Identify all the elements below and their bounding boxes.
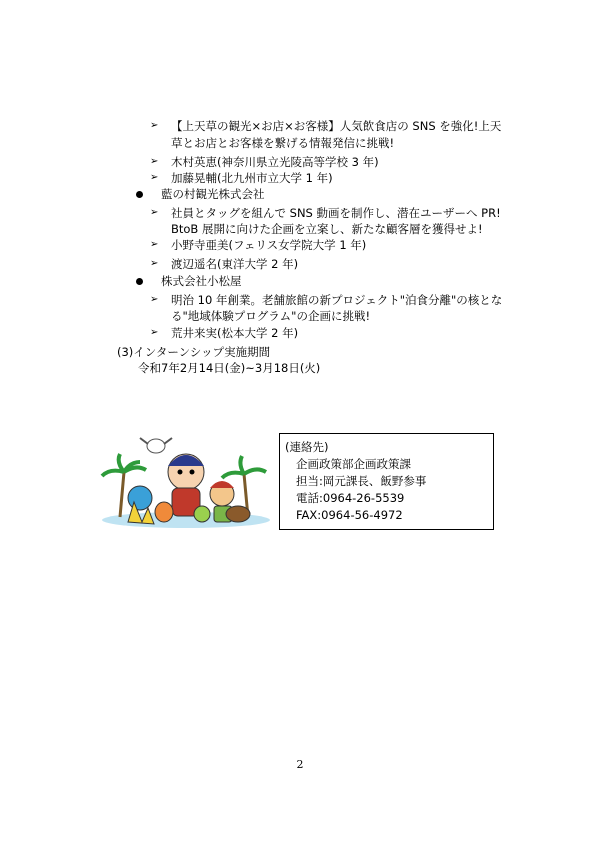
- contact-staff: 担当:岡元課長、飯野参事: [296, 474, 427, 488]
- section-heading: (3)インターンシップ実施期間: [117, 345, 271, 359]
- arrow-bullet-icon: ➢: [150, 207, 159, 218]
- internship-period: 令和7年2月14日(金)~3月18日(火): [138, 361, 321, 375]
- bullet-dot-icon: [136, 278, 143, 285]
- list-item: BtoB 展開に向けた企画を立案し、新たな顧客層を獲得せよ!: [171, 222, 483, 236]
- contact-title: (連絡先): [285, 440, 329, 454]
- bullet-dot-icon: [136, 191, 143, 198]
- company-name: 株式会社小松屋: [161, 274, 242, 288]
- list-item: 荒井来実(松本大学 2 年): [171, 326, 299, 340]
- list-item: 木村英恵(神奈川県立光陵高等学校 3 年): [171, 155, 379, 169]
- arrow-bullet-icon: ➢: [150, 156, 159, 167]
- list-item: 加藤晃輔(北九州市立大学 1 年): [171, 171, 333, 185]
- mascot-characters-illustration: [98, 432, 274, 532]
- arrow-bullet-icon: ➢: [150, 239, 159, 250]
- list-item: る"地域体験プログラム"の企画に挑戦!: [171, 309, 371, 323]
- contact-department: 企画政策部企画政策課: [296, 457, 411, 471]
- arrow-bullet-icon: ➢: [150, 294, 159, 305]
- contact-box: [279, 433, 494, 530]
- page-number: 2: [296, 758, 304, 771]
- list-item: 社員とタッグを組んで SNS 動画を制作し、潜在ユーザーへ PR!: [171, 206, 501, 220]
- list-item: 明治 10 年創業。老舗旅館の新プロジェクト"泊食分離"の核とな: [171, 293, 503, 307]
- arrow-bullet-icon: ➢: [150, 172, 159, 183]
- list-item: 渡辺遥名(東洋大学 2 年): [171, 257, 299, 271]
- contact-phone: 電話:0964-26-5539: [296, 491, 405, 505]
- list-item: 草とお店とお客様を繋げる情報発信に挑戦!: [171, 136, 395, 150]
- arrow-bullet-icon: ➢: [150, 258, 159, 269]
- company-name: 藍の村観光株式会社: [161, 187, 265, 201]
- list-item: 【上天草の観光×お店×お客様】人気飲食店の SNS を強化!上天: [171, 119, 502, 133]
- list-item: 小野寺亜美(フェリス女学院大学 1 年): [171, 238, 367, 252]
- arrow-bullet-icon: ➢: [150, 120, 159, 131]
- contact-fax: FAX:0964-56-4972: [296, 508, 403, 522]
- arrow-bullet-icon: ➢: [150, 327, 159, 338]
